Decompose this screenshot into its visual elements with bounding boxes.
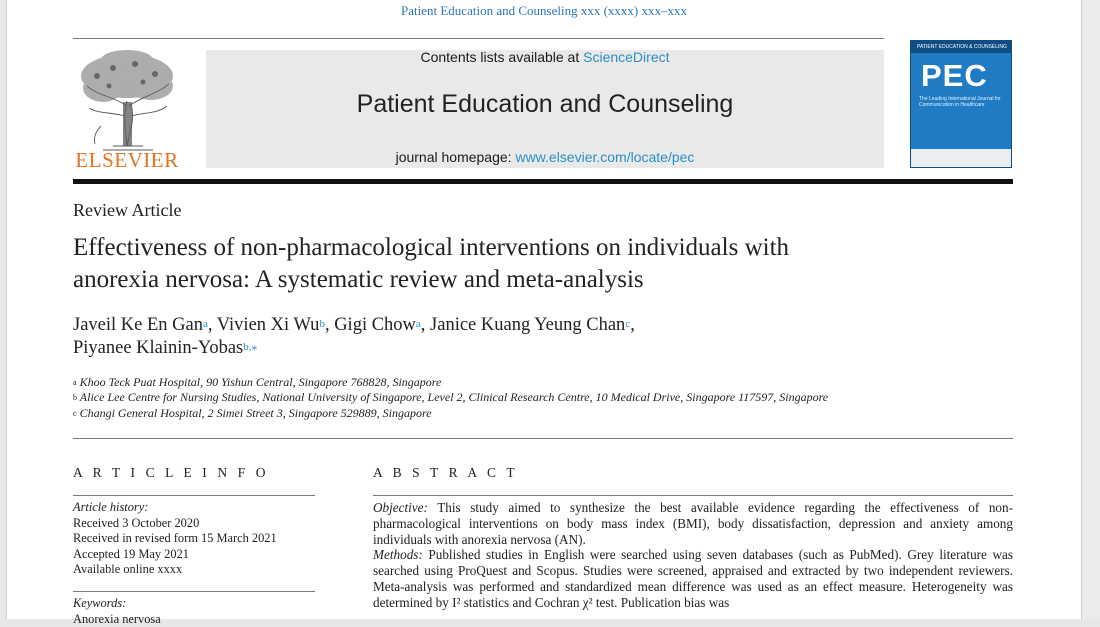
affiliation-sup: c xyxy=(73,409,77,418)
author-sep: , xyxy=(325,315,334,335)
cover-journal-name: PATIENT EDUCATION & COUNSELING xyxy=(917,44,1007,50)
history-label: Article history: xyxy=(73,500,323,516)
author-affil-sup[interactable]: a xyxy=(203,318,208,330)
accepted-date: Accepted 19 May 2021 xyxy=(73,547,323,563)
author-list xyxy=(73,314,973,360)
homepage-prefix: journal homepage: xyxy=(396,149,516,165)
article-title-line: Effectiveness of non-pharmacological interventions on individuals with xyxy=(73,232,973,264)
author-name[interactable]: Gigi Chow xyxy=(334,315,416,335)
article-info-rule xyxy=(73,495,315,496)
received-date: Received 3 October 2020 xyxy=(73,516,323,532)
author-affil-sup[interactable]: a xyxy=(416,318,421,330)
methods-label: Methods: xyxy=(373,547,423,562)
article-info-heading: A R T I C L E I N F O xyxy=(73,465,269,481)
header-rule xyxy=(73,38,884,39)
keywords-rule xyxy=(73,591,315,592)
keywords-label: Keywords: xyxy=(73,596,323,612)
cover-bottom-band xyxy=(911,149,1011,167)
online-date: Available online xxxx xyxy=(73,562,323,578)
journal-title: Patient Education and Counseling xyxy=(206,90,884,119)
methods-text: Published studies in English were searched using seven databases (such as PubMed). Grey literature was searched using ProQuest and Scopus. Studies were screened, appraised and extracted by two independent reviewers. Meta-analysis was performed and standardized mean difference was used as an effect measure. Heterogeneity was determined by I² statistics and Cochran χ² test. Publication bias was xyxy=(373,547,1013,609)
running-head: Patient Education and Counseling xxx (xxxx) xxx–xxx xyxy=(7,3,1081,19)
author-affil-sup[interactable]: b xyxy=(319,318,325,330)
article-title-line: anorexia nervosa: A systematic review and meta-analysis xyxy=(73,264,973,296)
header-thick-rule xyxy=(73,179,1013,184)
author-sep: , xyxy=(421,315,430,335)
abstract-methods xyxy=(373,547,1013,610)
affiliation xyxy=(73,375,1003,390)
pdf-page xyxy=(6,0,1082,619)
journal-cover-image xyxy=(910,40,1012,168)
author-affil-sup[interactable]: c xyxy=(625,318,630,330)
sciencedirect-link[interactable]: ScienceDirect xyxy=(583,49,669,65)
abstract-rule xyxy=(373,495,1013,496)
affiliation xyxy=(73,390,1003,405)
keyword: Anorexia nervosa xyxy=(73,612,323,627)
article-type: Review Article xyxy=(73,200,181,221)
article-history xyxy=(73,500,323,578)
objective-text: This study aimed to synthesize the best available evidence regarding the effectiveness of non-pharmacological interventions on body mass index (BMI), body dissatisfaction, depression and anxiety among individuals with anorexia nervosa (AN). xyxy=(373,500,1013,547)
homepage-link[interactable]: www.elsevier.com/locate/pec xyxy=(515,149,694,165)
author-affil-sup[interactable]: b,⁎ xyxy=(243,341,257,353)
section-rule xyxy=(73,438,1013,439)
viewer-scrollbar[interactable] xyxy=(1082,0,1100,619)
cover-abbreviation: PEC xyxy=(921,58,988,94)
affiliation-text: Changi General Hospital, 2 Simei Street 3, Singapore 529889, Singapore xyxy=(80,406,432,420)
keywords xyxy=(73,596,323,627)
affiliation-sup: b xyxy=(73,393,77,402)
author-name[interactable]: Piyanee Klainin-Yobas xyxy=(73,338,243,358)
abstract-body xyxy=(373,500,1013,611)
affiliation xyxy=(73,406,1003,421)
affiliation-sup: a xyxy=(73,378,77,387)
cover-tagline: The Leading International Journal for Communication in Healthcare xyxy=(919,96,1007,108)
abstract-objective xyxy=(373,500,1013,547)
author-name[interactable]: Vivien Xi Wu xyxy=(217,315,320,335)
affiliation-list xyxy=(73,375,1003,421)
objective-label: Objective: xyxy=(373,500,428,515)
author-name[interactable]: Janice Kuang Yeung Chan xyxy=(430,315,625,335)
affiliation-text: Khoo Teck Puat Hospital, 90 Yishun Central, Singapore 768828, Singapore xyxy=(80,375,442,389)
author-sep: , xyxy=(630,315,635,335)
author-sep: , xyxy=(208,315,217,335)
affiliation-text: Alice Lee Centre for Nursing Studies, National University of Singapore, Level 2, Clinical Research Centre, 10 Medical Drive, Singapore 117597, Singapore xyxy=(80,390,828,404)
contents-line xyxy=(206,49,884,65)
author-name[interactable]: Javeil Ke En Gan xyxy=(73,315,203,335)
revised-date: Received in revised form 15 March 2021 xyxy=(73,531,323,547)
homepage-line xyxy=(206,149,884,165)
contents-prefix: Contents lists available at xyxy=(420,49,583,65)
article-title xyxy=(73,232,973,296)
elsevier-wordmark: ELSEVIER xyxy=(73,148,181,173)
abstract-heading: A B S T R A C T xyxy=(373,465,518,481)
